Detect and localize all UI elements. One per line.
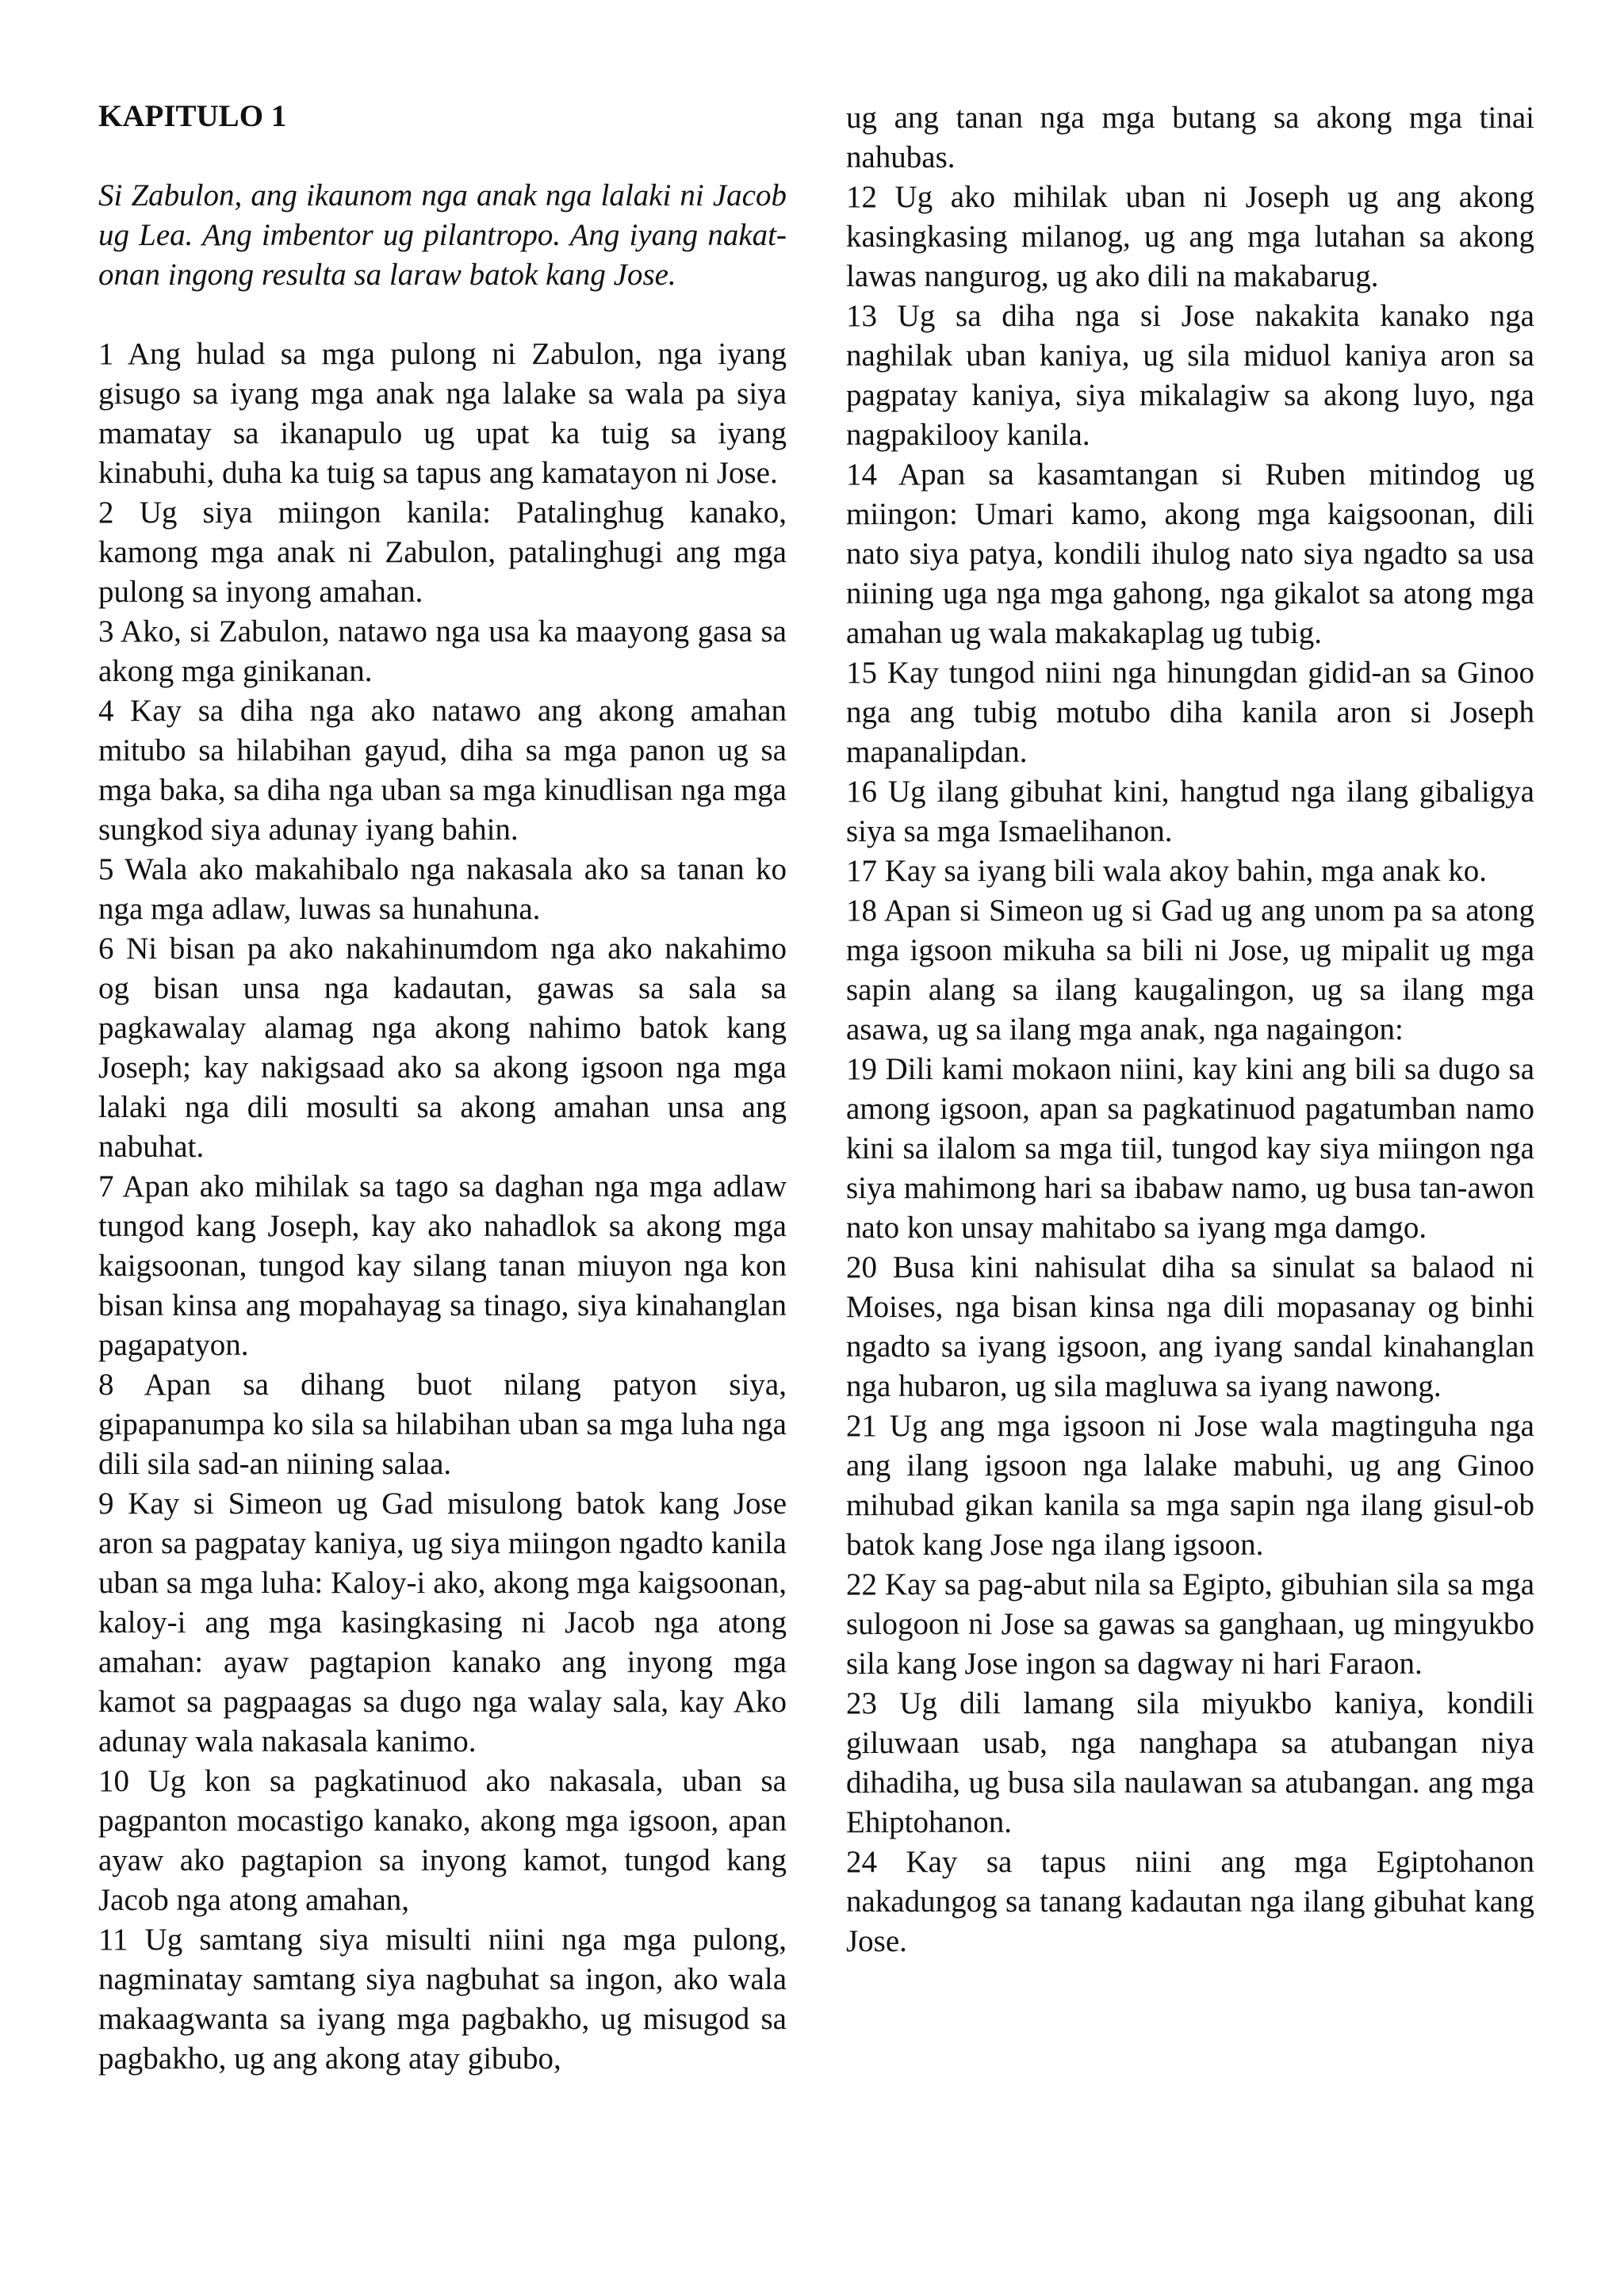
verse: 24 Kay sa tapus niini ang mga Egiptohanon nakadungog sa tanang kadautan nga ilang gibuhat kang Jose. (846, 1845, 1534, 1958)
verse: 5 Wala ako makahibalo nga nakasala ako sa tanan ko nga mga adlaw, luwas sa hunahuna. (98, 852, 787, 926)
chapter-summary: Si Zabulon, ang ikaunom nga anak nga lalaki ni Jacob ug Lea. Ang imbentor ug pilantropo. Ang iyang nakat-onan ingong resulta sa laraw batok kang Jose. (98, 178, 787, 292)
verse: 3 Ako, si Zabulon, natawo nga usa ka maayong gasa sa akong mga ginikanan. (98, 614, 787, 688)
verse: 12 Ug ako mihilak uban ni Joseph ug ang akong kasingkasing milanog, ug ang mga lutahan sa akong lawas nangurog, ug ako dili na makabarug. (846, 180, 1534, 293)
verse: 4 Kay sa diha nga ako natawo ang akong amahan mitubo sa hilabihan gayud, diha sa mga panon ug sa mga baka, sa diha nga uban sa mga kinudlisan nga mga sungkod siya adunay iyang bahin. (98, 694, 787, 847)
verse: 21 Ug ang mga igsoon ni Jose wala magtinguha nga ang ilang igsoon nga lalake mabuhi, ug ang Ginoo mihubad gikan kanila sa mga sapin nga ilang gisul-ob batok kang Jose nga ilang igsoon. (846, 1409, 1534, 1562)
verse: 7 Apan ako mihilak sa tago sa daghan nga mga adlaw tungod kang Joseph, kay ako nahadlok sa akong mga kaigsoonan, tungod kay silang tanan miuyon nga kon bisan kinsa ang mopahayag sa tinago, siya kinahanglan pagapatyon. (98, 1169, 787, 1362)
left-column (98, 97, 787, 2079)
verse: 19 Dili kami mokaon niini, kay kini ang bili sa dugo sa among igsoon, apan sa pagkatinuod pagatumban namo kini sa ilalom sa mga tiil, tungod kay siya miingon nga siya mahimong hari sa ibabaw namo, ug busa tan-awon nato kon unsay mahitabo sa iyang mga damgo. (846, 1052, 1534, 1245)
verse: 18 Apan si Simeon ug si Gad ug ang unom pa sa atong mga igsoon mikuha sa bili ni Jose, ug mipalit ug mga sapin alang sa ilang kaugalingon, ug sa ilang mga asawa, ug sa ilang mga anak, nga nagaingon: (846, 894, 1534, 1047)
verse: 1 Ang hulad sa mga pulong ni Zabulon, nga iyang gisugo sa iyang mga anak nga lalake sa wala pa siya mamatay sa ikanapulo ug upat ka tuig sa iyang kinabuhi, duha ka tuig sa tapus ang kamatayon ni Jose. (98, 337, 787, 490)
verse: 9 Kay si Simeon ug Gad misulong batok kang Jose aron sa pagpatay kaniya, ug siya miingon ngadto kanila uban sa mga luha: Kaloy-i ako, akong mga kaigsoonan, kaloy-i ang mga kasingkasing ni Jacob nga atong amahan: ayaw pagtapion kanako ang inyong mga kamot sa pagpaagas sa dugo nga walay sala, kay Ako adunay wala nakasala kanimo. (98, 1487, 787, 1758)
verse: 16 Ug ilang gibuhat kini, hangtud nga ilang gibaligya siya sa mga Ismaelihanon. (846, 775, 1534, 848)
right-column (846, 98, 1534, 1961)
verse: 6 Ni bisan pa ako nakahinumdom nga ako nakahimo og bisan unsa nga kadautan, gawas sa sala sa pagkawalay alamag nga akong nahimo batok kang Joseph; kay nakigsaad ako sa akong igsoon nga mga lalaki nga dili mosulti sa akong amahan unsa ang nabuhat. (98, 932, 787, 1164)
verse-continuation: ug ang tanan nga mga butang sa akong mga tinai nahubas. (846, 101, 1534, 174)
verse: 14 Apan sa kasamtangan si Ruben mitindog ug miingon: Umari kamo, akong mga kaigsoonan, dili nato siya patya, kondili ihulog nato siya ngadto sa usa niining uga nga mga gahong, nga gikalot sa atong mga amahan ug wala makakaplag ug tubig. (846, 457, 1534, 650)
verse: 2 Ug siya miingon kanila: Patalinghug kanako, kamong mga anak ni Zabulon, patalinghugi ang mga pulong sa inyong amahan. (98, 496, 787, 609)
verse: 15 Kay tungod niini nga hinungdan gidid-an sa Ginoo nga ang tubig motubo diha kanila aron si Joseph mapanalipdan. (846, 656, 1534, 769)
verse: 22 Kay sa pag-abut nila sa Egipto, gibuhian sila sa mga sulogoon ni Jose sa gawas sa ganghaan, ug mingyukbo sila kang Jose ingon sa dagway ni hari Faraon. (846, 1567, 1534, 1681)
verse: 10 Ug kon sa pagkatinuod ako nakasala, uban sa pagpanton mocastigo kanako, akong mga igsoon, apan ayaw ako pagtapion sa inyong kamot, tungod kang Jacob nga atong amahan, (98, 1764, 787, 1917)
verse: 23 Ug dili lamang sila miyukbo kaniya, kondili giluwaan usab, nga nanghapa sa atubangan niya dihadiha, ug busa sila naulawan sa atubangan. ang mga Ehiptohanon. (846, 1686, 1534, 1839)
chapter-title: KAPITULO 1 (98, 99, 287, 133)
verse: 11 Ug samtang siya misulti niini nga mga pulong, nagminatay samtang siya nagbuhat sa ingon, ako wala makaagwanta sa iyang mga pagbakho, ug misugod sa pagbakho, ug ang akong atay gibubo, (98, 1923, 787, 2076)
verse: 20 Busa kini nahisulat diha sa sinulat sa balaod ni Moises, nga bisan kinsa nga dili mopasanay og binhi ngadto sa iyang igsoon, ang iyang sandal kinahanglan nga hubaron, ug sila magluwa sa iyang nawong. (846, 1250, 1534, 1403)
verse: 17 Kay sa iyang bili wala akoy bahin, mga anak ko. (846, 854, 1487, 888)
verse: 8 Apan sa dihang buot nilang patyon siya, gipapanumpa ko sila sa hilabihan uban sa mga luha nga dili sila sad-an niining salaa. (98, 1368, 787, 1481)
verse: 13 Ug sa diha nga si Jose nakakita kanako nga naghilak uban kaniya, ug sila miduol kaniya aron sa pagpatay kaniya, siya mikalagiw sa akong luyo, nga nagpakilooy kanila. (846, 299, 1534, 452)
